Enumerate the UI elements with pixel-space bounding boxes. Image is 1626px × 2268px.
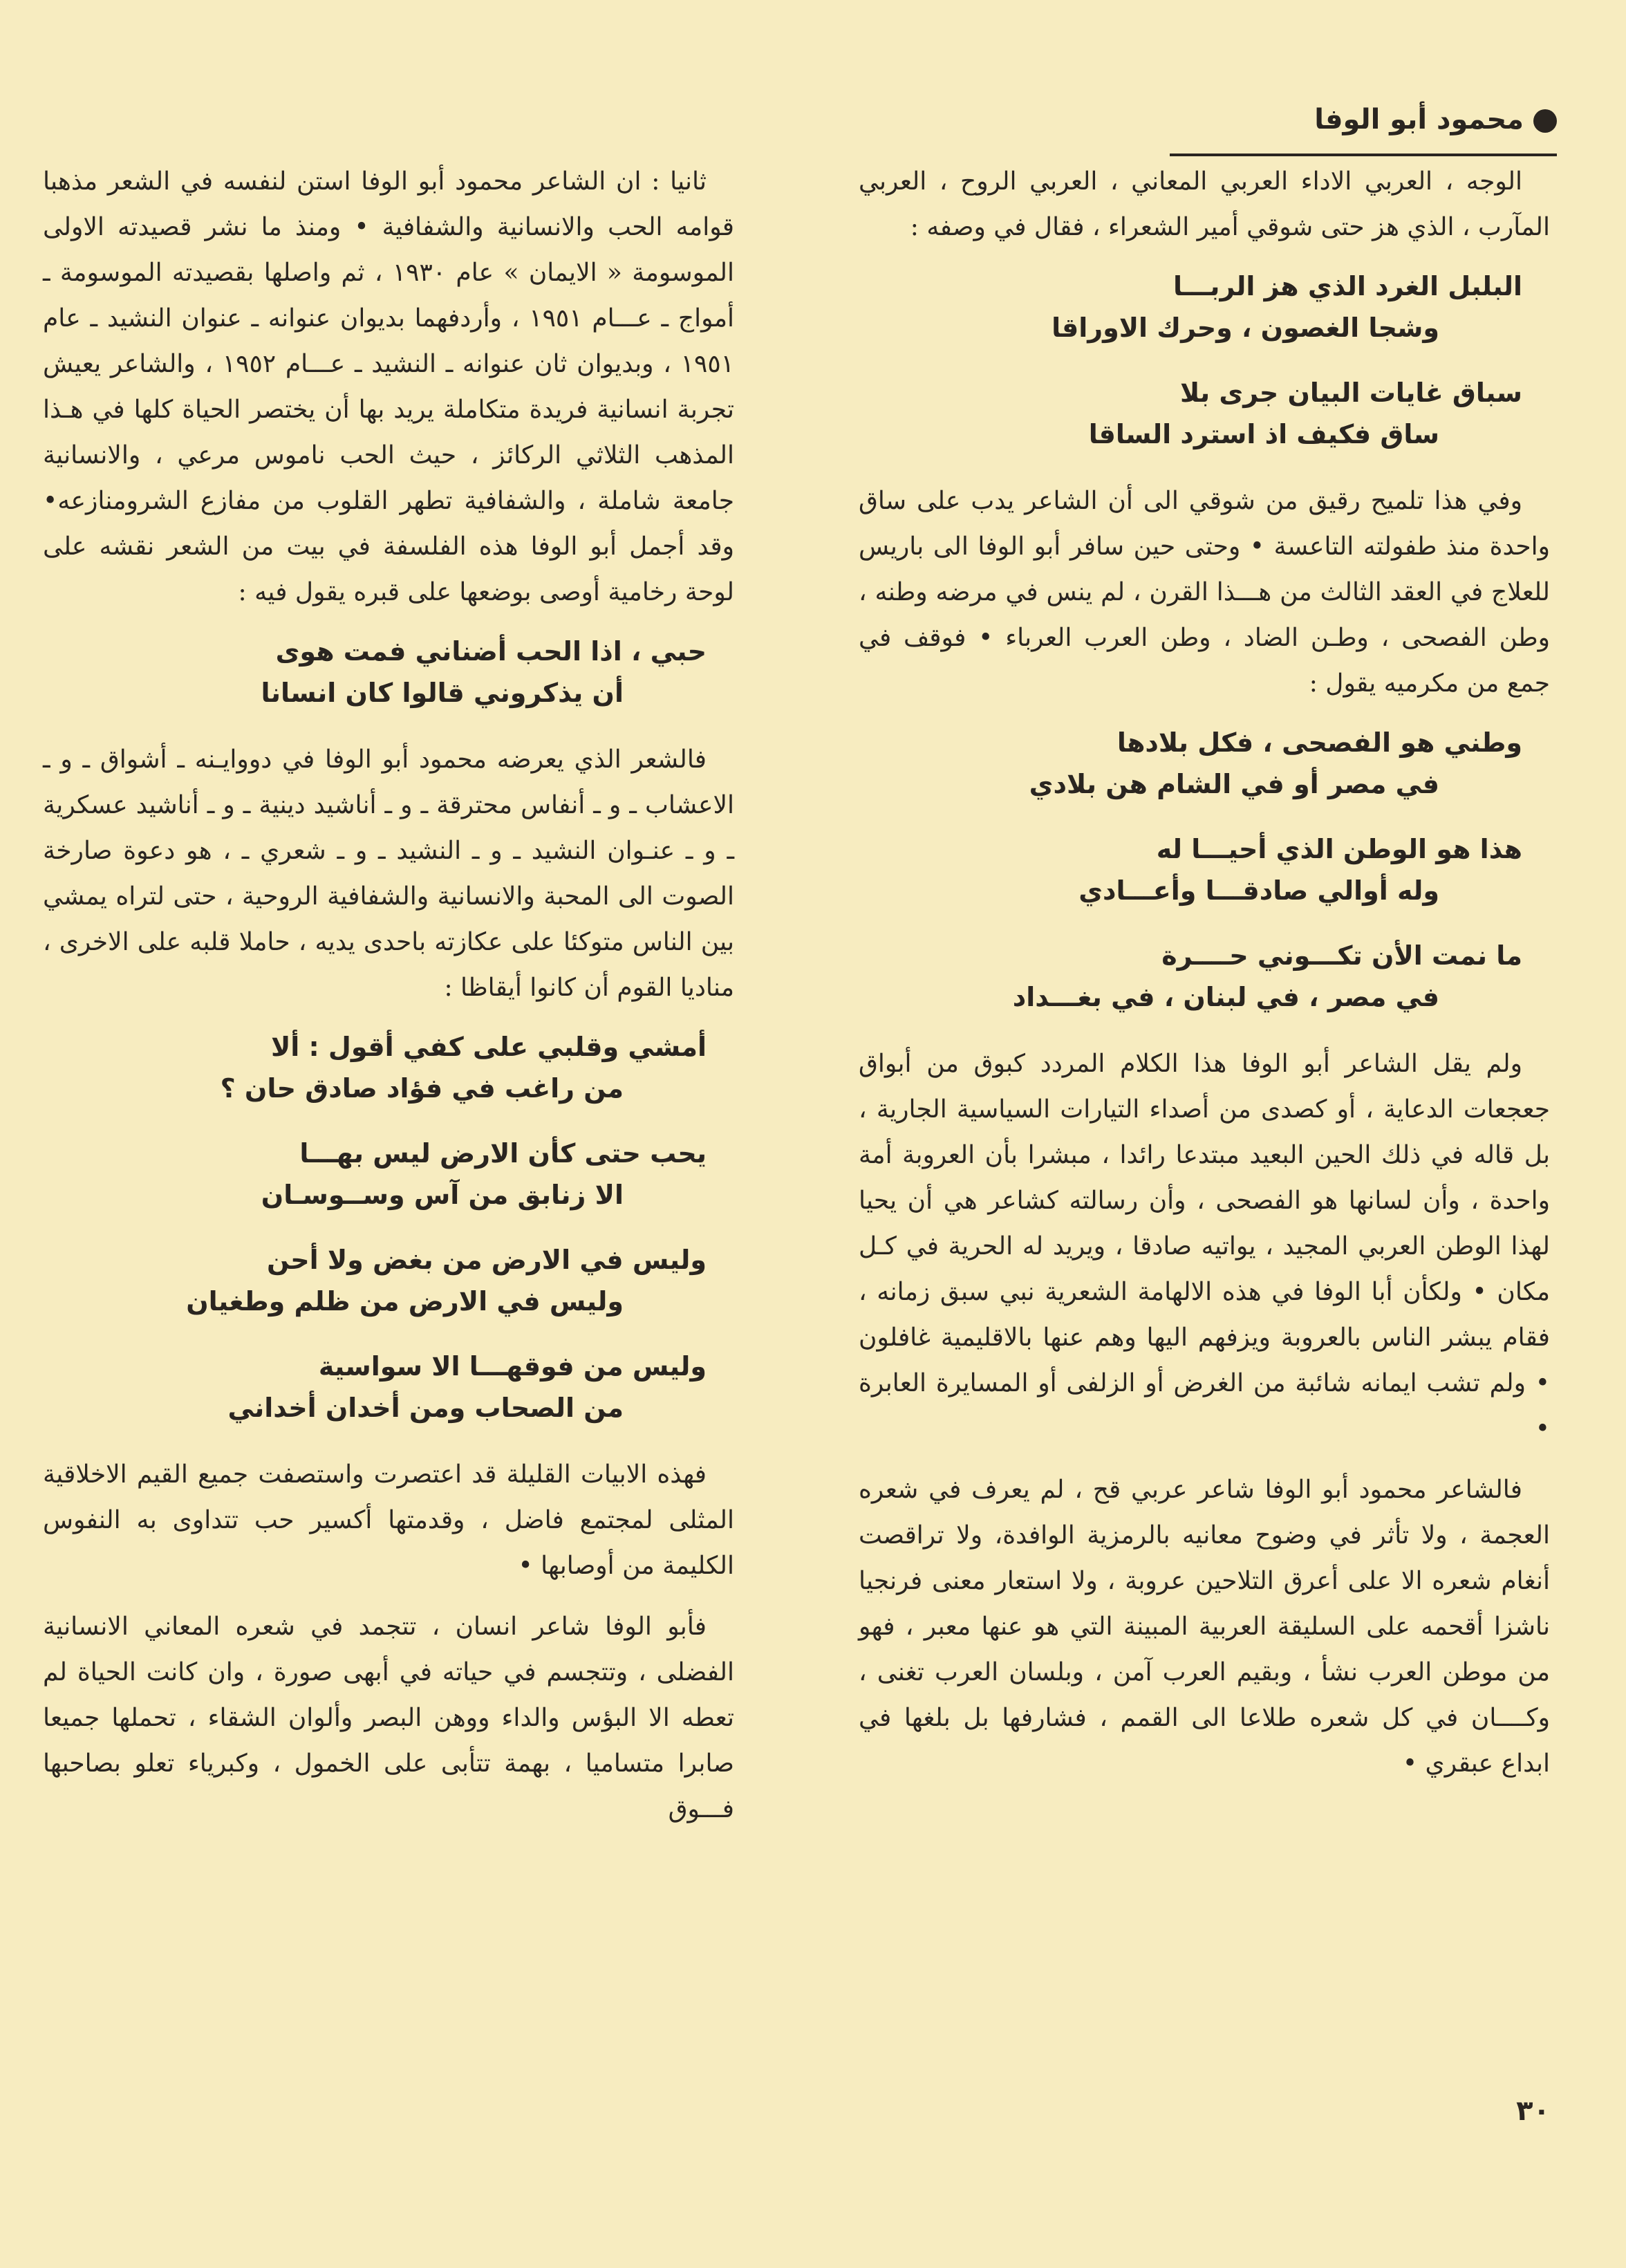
verse-line: وشجا الغصون ، وحرك الاوراقا xyxy=(1052,313,1439,343)
verse-line: يحب حتى كأن الارض ليس بهـــا xyxy=(299,1138,707,1169)
bullet-mark-icon xyxy=(1533,109,1557,133)
right-column xyxy=(859,159,1550,1802)
paragraph: فالشاعر محمود أبو الوفا شاعر عربي قح ، لم يعرف في شعره العجمة ، ولا تأثر في وضوح معانيه بالرمزية الوافدة، ولا تراقصت أنغام شعره الا على أعرق التلاحين عروبة ، ولا استعار معنى فرنجيا ناشزا أقحمه على السليقة العربية المبينة التي هو عنها معبر ، فهو من موطن العرب نشأ ، وبقيم العرب آمن ، وبلسان العرب تغنى ، وكــــان في كل شعره طلاعا الى القمم ، فشارفها بل بلغها في ابداع عبقري • xyxy=(859,1476,1550,1778)
verse-line: البلبل الغرد الذي هز الربـــا xyxy=(1172,271,1522,301)
verse xyxy=(43,1239,734,1322)
verse xyxy=(43,1133,734,1216)
verse-line: في مصر ، في لبنان ، في بغـــداد xyxy=(1012,982,1439,1012)
verse-line: في مصر أو في الشام هن بلادي xyxy=(1029,769,1439,799)
verse xyxy=(859,722,1550,805)
paragraph: فهذه الابيات القليلة قد اعتصرت واستصفت جميع القيم الاخلاقية المثلى لمجتمع فاضل ، وقدمتها أكسير حب تتداوى به النفوس الكليمة من أوصابها • xyxy=(43,1460,734,1580)
verse-line: الا زنابق من آس وســوسـان xyxy=(261,1180,624,1210)
paragraph: ثانيا : ان الشاعر محمود أبو الوفا استن لنفسه في الشعر مذهبا قوامه الحب والانسانية والشفافية • ومنذ ما نشر قصيدته الاولى الموسومة « الايمان » عام ١٩٣٠ ، ثم واصلها بقصيدته الموسومة ـ أمواج ـ عـــام ١٩٥١ ، وأردفهما بديوان عنوانه ـ عنوان النشيد ـ عام ١٩٥١ ، وبديوان ثان عنوانه ـ النشيد ـ عـــام ١٩٥٢ ، والشاعر يعيش تجربة انسانية فريدة متكاملة يريد بها أن يختصر الحياة كلها في هـذا المذهب الثلاثي الركائز ، حيث الحب ناموس مرعي ، والانسانية جامعة شاملة ، والشفافية تطهر القلوب من مفازع الشرومنازعه• وقد أجمل أبو الوفا هذه الفلسفة في بيت من الشعر نقشه على لوحة رخامية أوصى بوضعها على قبره يقول فيه : xyxy=(43,167,734,606)
verse xyxy=(859,828,1550,911)
verse-line: وليس في الارض من ظلم وطغيان xyxy=(186,1286,624,1317)
verse xyxy=(43,631,734,714)
verse-line: وليس في الارض من بغض ولا أحن xyxy=(267,1245,707,1275)
verse xyxy=(43,1026,734,1109)
left-column xyxy=(43,159,734,1848)
verse-line: ساق فكيف اذ استرد الساقا xyxy=(1088,419,1439,449)
verse-line: حبي ، اذا الحب أضناني فمت هوى xyxy=(275,636,707,667)
paragraph: وفي هذا تلميح رقيق من شوقي الى أن الشاعر يدب على ساق واحدة منذ طفولته التاعسة • وحتى حين سافر أبو الوفا الى باريس للعلاج في العقد الثالث من هـــذا القرن ، لم ينس في مرضه وطنه ، وطن الفصحى ، وطـن الضاد ، وطن العرب العرباء • فوقف في جمع من مكرميه يقول : xyxy=(859,487,1550,698)
verse-line: أمشي وقلبي على كفي أقول : ألا xyxy=(270,1032,707,1062)
paragraph: الوجه ، العربي الاداء العربي المعاني ، العربي الروح ، العربي المآرب ، الذي هز حتى شوقي أمير الشعراء ، فقال في وصفه : xyxy=(859,167,1550,241)
paragraph: ولم يقل الشاعر أبو الوفا هذا الكلام المردد كبوق من أبواق جعجعات الدعاية ، أو كصدى من أصداء التيارات السياسية الجارية ، بل قاله في ذلك الحين البعيد مبتدعا رائدا ، مبشرا بأن العروبة أمة واحدة ، وأن لسانها هو الفصحى ، وأن رسالته كشاعر هي أن يحيا لهذا الوطن العربي المجيد ، يواتيه صادقا ، ويريد له الحرية في كـل مكان • ولكأن أبا الوفا في هذه الالهامة الشعرية نبي سبق زمانه ، فقام يبشر الناس بالعروبة ويزفهم اليها وهم عنها بالاقليمية غافلون • ولم تشب ايمانه شائبة من الغرض أو الزلفى أو المسايرة العابرة • xyxy=(859,1050,1550,1443)
verse xyxy=(859,372,1550,455)
header-title: محمود أبو الوفا xyxy=(1314,104,1524,136)
verse-line: سباق غايات البيان جرى بلا xyxy=(1180,378,1522,408)
running-header xyxy=(1170,104,1557,159)
verse-line: من راغب في فؤاد صادق حان ؟ xyxy=(220,1073,624,1104)
paragraph: فأبو الوفا شاعر انسان ، تتجمد في شعره المعاني الانسانية الفضلى ، وتتجسم في حياته في أبهى صورة ، وان كانت الحياة لم تعطه الا البؤس والداء ووهن البصر وألوان الشقاء ، تحملها جميعا صابرا متساميا ، بهمة تتأبى على الخمول ، وكبرياء تعلو بصاحبها فـــوق xyxy=(43,1612,734,1823)
verse xyxy=(859,935,1550,1018)
verse xyxy=(859,266,1550,348)
verse-line: من الصحاب ومن أخدان أخداني xyxy=(227,1393,624,1423)
header-rule xyxy=(1170,154,1557,156)
paragraph: فالشعر الذي يعرضه محمود أبو الوفا في دووايـنه ـ أشواق ـ و ـ الاعشاب ـ و ـ أنفاس محترقة ـ و ـ أناشيد دينية ـ و ـ أناشيد عسكرية ـ و ـ عنـوان النشيد ـ و ـ النشيد ـ و ـ شعري ـ ، هو دعوة صارخة الصوت الى المحبة والانسانية والشفافية الروحية ، حتى لتراه يمشي بين الناس متوكئا على عكازته باحدى يديه ، حاملا قلبه على الاخرى ، مناديا القوم أن كانوا أيقاظا : xyxy=(43,745,734,1002)
verse-line: وليس من فوقهـــا الا سواسية xyxy=(318,1351,707,1382)
verse-line: ما نمت الأن تكـــوني حــــرة xyxy=(1161,940,1522,971)
page-number: ٣٠ xyxy=(1516,2095,1550,2127)
verse xyxy=(43,1346,734,1429)
verse-line: أن يذكروني قالوا كان انسانا xyxy=(261,678,624,708)
verse-line: وطني هو الفصحى ، فكل بلادها xyxy=(1116,727,1522,758)
verse-line: هذا هو الوطن الذي أحيـــا له xyxy=(1156,834,1522,864)
verse-line: وله أوالي صادقـــا وأعـــادي xyxy=(1078,875,1439,906)
